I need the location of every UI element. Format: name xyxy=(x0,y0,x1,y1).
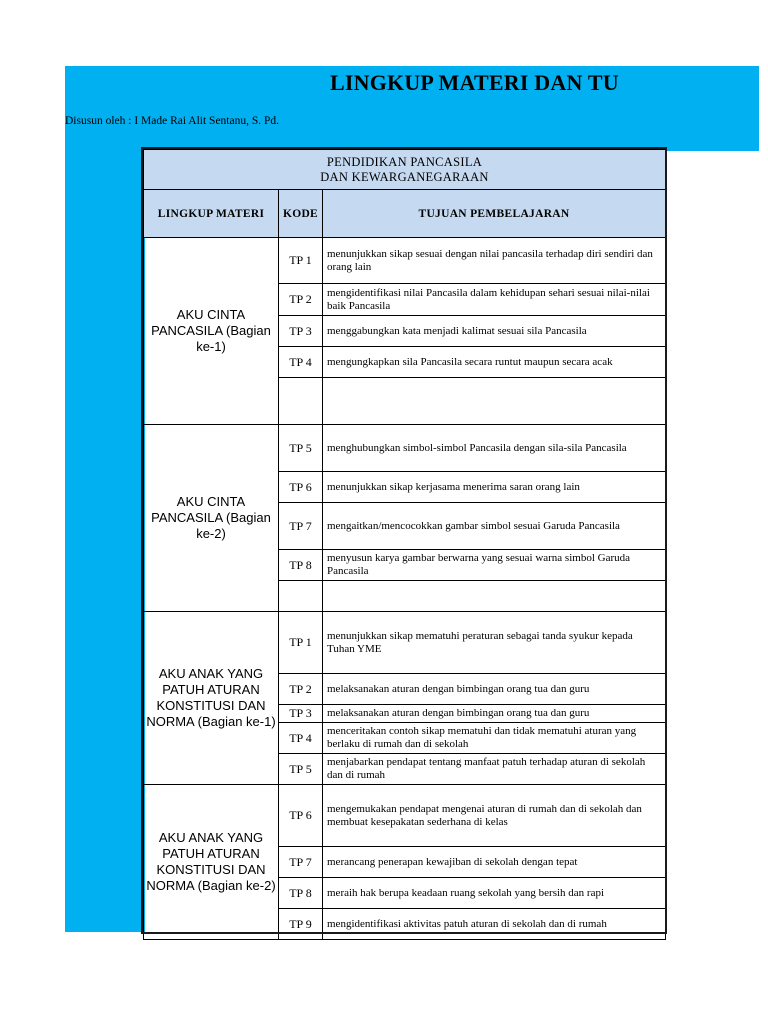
tujuan-cell: mengungkapkan sila Pancasila secara runtut maupun secara acak xyxy=(323,347,666,378)
kode-cell: TP 7 xyxy=(279,503,323,550)
tujuan-cell: menggabungkan kata menjadi kalimat sesuai sila Pancasila xyxy=(323,316,666,347)
kode-cell: TP 5 xyxy=(279,425,323,472)
tujuan-cell: merancang penerapan kewajiban di sekolah dengan tepat xyxy=(323,847,666,878)
tujuan-cell: menjabarkan pendapat tentang manfaat patuh terhadap aturan di sekolah dan di rumah xyxy=(323,754,666,785)
kode-cell xyxy=(279,378,323,425)
kode-cell: TP 6 xyxy=(279,785,323,847)
subject-line-2: DAN KEWARGANEGARAAN xyxy=(320,169,489,184)
kode-cell: TP 5 xyxy=(279,754,323,785)
column-header-lingkup: LINGKUP MATERI xyxy=(144,190,279,238)
subject-header-row xyxy=(144,150,666,190)
tujuan-cell: mengaitkan/mencocokkan gambar simbol sesuai Garuda Pancasila xyxy=(323,503,666,550)
kode-cell: TP 1 xyxy=(279,612,323,674)
table-row xyxy=(144,238,666,284)
kode-cell: TP 4 xyxy=(279,347,323,378)
tujuan-cell xyxy=(323,581,666,612)
kode-cell: TP 1 xyxy=(279,238,323,284)
kode-cell: TP 7 xyxy=(279,847,323,878)
author-line: Disusun oleh : I Made Rai Alit Sentanu, S. Pd. xyxy=(65,115,280,127)
learning-scope-table xyxy=(143,149,666,940)
tujuan-cell: melaksanakan aturan dengan bimbingan orang tua dan guru xyxy=(323,674,666,705)
kode-cell: TP 8 xyxy=(279,878,323,909)
kode-cell: TP 3 xyxy=(279,316,323,347)
lingkup-materi-cell: AKU ANAK YANG PATUH ATURAN KONSTITUSI DAN NORMA (Bagian ke-1) xyxy=(144,612,279,785)
table-row xyxy=(144,612,666,674)
lingkup-materi-cell: AKU ANAK YANG PATUH ATURAN KONSTITUSI DAN NORMA (Bagian ke-2) xyxy=(144,785,279,940)
tujuan-cell: mengidentifikasi aktivitas patuh aturan di sekolah dan di rumah xyxy=(323,909,666,940)
kode-cell: TP 3 xyxy=(279,705,323,723)
tujuan-cell: menunjukkan sikap kerjasama menerima saran orang lain xyxy=(323,472,666,503)
tujuan-cell xyxy=(323,378,666,425)
kode-cell: TP 8 xyxy=(279,550,323,581)
kode-cell: TP 9 xyxy=(279,909,323,940)
kode-cell: TP 4 xyxy=(279,723,323,754)
column-header-tujuan: TUJUAN PEMBELAJARAN xyxy=(323,190,666,238)
subject-header xyxy=(144,150,666,190)
tujuan-cell: mengidentifikasi nilai Pancasila dalam kehidupan sehari sesuai nilai-nilai baik Pancasila xyxy=(323,284,666,316)
kode-cell: TP 2 xyxy=(279,674,323,705)
tujuan-cell: menghubungkan simbol-simbol Pancasila dengan sila-sila Pancasila xyxy=(323,425,666,472)
kode-cell: TP 2 xyxy=(279,284,323,316)
table-row xyxy=(144,425,666,472)
table-row xyxy=(144,785,666,847)
lingkup-materi-cell: AKU CINTA PANCASILA (Bagian ke-2) xyxy=(144,425,279,612)
tujuan-cell: meraih hak berupa keadaan ruang sekolah yang bersih dan rapi xyxy=(323,878,666,909)
subject-line-1: PENDIDIKAN PANCASILA xyxy=(326,154,483,169)
tujuan-cell: menyusun karya gambar berwarna yang sesuai warna simbol Garuda Pancasila xyxy=(323,550,666,581)
table-body xyxy=(144,150,666,940)
column-header-kode: KODE xyxy=(279,190,323,238)
lingkup-materi-cell: AKU CINTA PANCASILA (Bagian ke-1) xyxy=(144,238,279,425)
kode-cell xyxy=(279,581,323,612)
tujuan-cell: menunjukkan sikap sesuai dengan nilai pancasila terhadap diri sendiri dan orang lain xyxy=(323,238,666,284)
tujuan-cell: mengemukakan pendapat mengenai aturan di rumah dan di sekolah dan membuat kesepakatan sederhana di kelas xyxy=(323,785,666,847)
column-header-row xyxy=(144,190,666,238)
tujuan-cell: melaksanakan aturan dengan bimbingan orang tua dan guru xyxy=(323,705,666,723)
left-color-bar xyxy=(65,151,145,932)
tujuan-cell: menceritakan contoh sikap mematuhi dan tidak mematuhi aturan yang berlaku di rumah dan di sekolah xyxy=(323,723,666,754)
page-title: LINGKUP MATERI DAN TU xyxy=(330,70,619,95)
tujuan-cell: menunjukkan sikap mematuhi peraturan sebagai tanda syukur kepada Tuhan YME xyxy=(323,612,666,674)
kode-cell: TP 6 xyxy=(279,472,323,503)
